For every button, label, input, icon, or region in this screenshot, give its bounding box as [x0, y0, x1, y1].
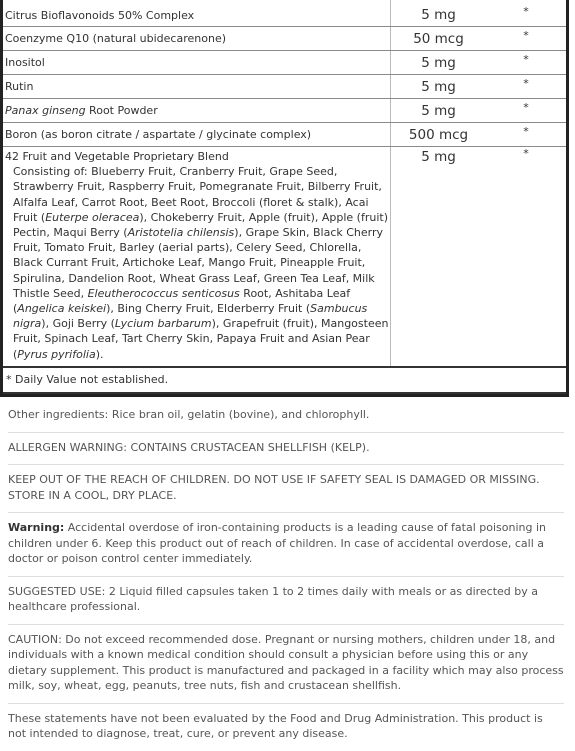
storage-warning: KEEP OUT OF THE REACH OF CHILDREN. DO NOT USE IF SAFETY SEAL IS DAMAGED OR MISSING. STORE IN A COOL, DRY PLACE. [8, 465, 564, 513]
iron-warning [8, 513, 564, 577]
blend-text: ), Grapefruit (fruit), Mangosteen Fruit, Spinach Leaf, Tart Cherry Skin, Papaya Fruit and Asian Pear ( [13, 317, 389, 361]
table-row [3, 99, 566, 123]
ingredient-name-italic: Panax ginseng [5, 104, 86, 117]
product-notes [8, 400, 564, 751]
blend-latin-name: Lycium barbarum [114, 317, 212, 331]
ingredient-name: Coenzyme Q10 (natural ubidecarenone) [3, 27, 391, 50]
daily-value: * [523, 125, 529, 138]
ingredient-amount: 5 mg [421, 55, 456, 71]
blend-latin-name: Angelica keiskei [17, 302, 107, 316]
blend-text: ), Goji Berry ( [41, 317, 115, 331]
daily-value-footnote: * Daily Value not established. [3, 368, 566, 394]
blend-description [3, 147, 391, 366]
blend-text: ), Chokeberry Fruit, Apple (fruit), Apple (fruit) Pectin, Maqui Berry ( [13, 210, 388, 240]
table-row [3, 75, 566, 99]
table-row [3, 123, 566, 147]
table-row [3, 0, 566, 27]
ingredient-name-rest: Root Powder [85, 104, 158, 117]
ingredient-amount: 500 mcg [408, 127, 469, 143]
suggested-use: SUGGESTED USE: 2 Liquid filled capsules taken 1 to 2 times daily with meals or as directed by a healthcare professional. [8, 577, 564, 625]
blend-text: ). [95, 347, 104, 361]
ingredient-amount: 5 mg [421, 7, 456, 23]
blend-latin-name: Euterpe oleracea [45, 210, 140, 224]
blend-text: ), Bing Cherry Fruit, Elderberry Fruit ( [106, 302, 311, 316]
blend-text: Consisting of: Blueberry Fruit, Cranberry Fruit, Grape Seed, Strawberry Fruit, Raspberry Fruit, Pomegranate Fruit, Bilberry Fruit, Alfalfa Leaf, Carrot Root, Beet Root, Broccoli (floret & stalk), Acai Fruit ( [13, 165, 382, 224]
ingredient-amount: 5 mg [421, 79, 456, 95]
daily-value: * [523, 77, 529, 90]
ingredient-amount: 5 mg [421, 149, 456, 165]
blend-text: ), Grape Skin, Black Cherry Fruit, Tomato Fruit, Barley (aerial parts), Celery Seed, Chlorella, Black Currant Fruit, Artichoke Leaf, Mango Fruit, Pineapple Fruit, Spirulina, Dandelion Root, Wheat Grass Leaf, Green Tea Leaf, Milk Thistle Seed, [13, 226, 384, 300]
daily-value: * [523, 29, 529, 42]
blend-latin-name: Aristotelia chilensis [127, 226, 235, 240]
ingredient-name: Rutin [3, 75, 391, 98]
other-ingredients: Other ingredients: Rice bran oil, gelatin (bovine), and chlorophyll. [8, 400, 564, 433]
daily-value: * [523, 101, 529, 114]
blend-ingredients [5, 164, 390, 362]
allergen-warning: ALLERGEN WARNING: CONTAINS CRUSTACEAN SHELLFISH (KELP). [8, 433, 564, 466]
table-row [3, 51, 566, 75]
ingredient-name: Inositol [3, 51, 391, 74]
daily-value: * [523, 5, 529, 18]
blend-latin-name: Eleutherococcus senticosus [87, 286, 240, 300]
blend-text: Root, Ashitaba Leaf ( [13, 286, 351, 316]
fda-disclaimer: These statements have not been evaluated by the Food and Drug Administration. This product is not intended to diagnose, treat, cure, or prevent any disease. [8, 711, 543, 740]
table-row-blend [3, 147, 566, 368]
blend-latin-name: Pyrus pyrifolia [17, 347, 96, 361]
table-row [3, 27, 566, 51]
blend-latin-name: Sambucus nigra [13, 302, 368, 331]
warning-text: Accidental overdose of iron-containing products is a leading cause of fatal poisoning in children under 6. Keep this product out of reach of children. In case of accidental overdose, call a doctor or poison control center immediately. [8, 521, 547, 565]
warning-label: Warning: [8, 521, 65, 534]
ingredient-name: Boron (as boron citrate / aspartate / glycinate complex) [3, 123, 391, 146]
blend-name: 42 Fruit and Vegetable Proprietary Blend [5, 150, 229, 163]
caution: CAUTION: Do not exceed recommended dose. Pregnant or nursing mothers, children under 18, and individuals with a known medical condition should consult a physician before using this or any dietary supplement. This product is manufactured and packaged in a facility which may also process milk, soy, wheat, egg, peanuts, tree nuts, fish and crustacean shellfish. [8, 625, 564, 704]
ingredient-amount: 5 mg [421, 103, 456, 119]
ingredient-name: Citrus Bioflavonoids 50% Complex [3, 0, 391, 26]
daily-value: * [523, 147, 529, 160]
ingredient-name [3, 99, 391, 122]
daily-value: * [523, 53, 529, 66]
ingredient-amount: 50 mcg [413, 31, 464, 47]
